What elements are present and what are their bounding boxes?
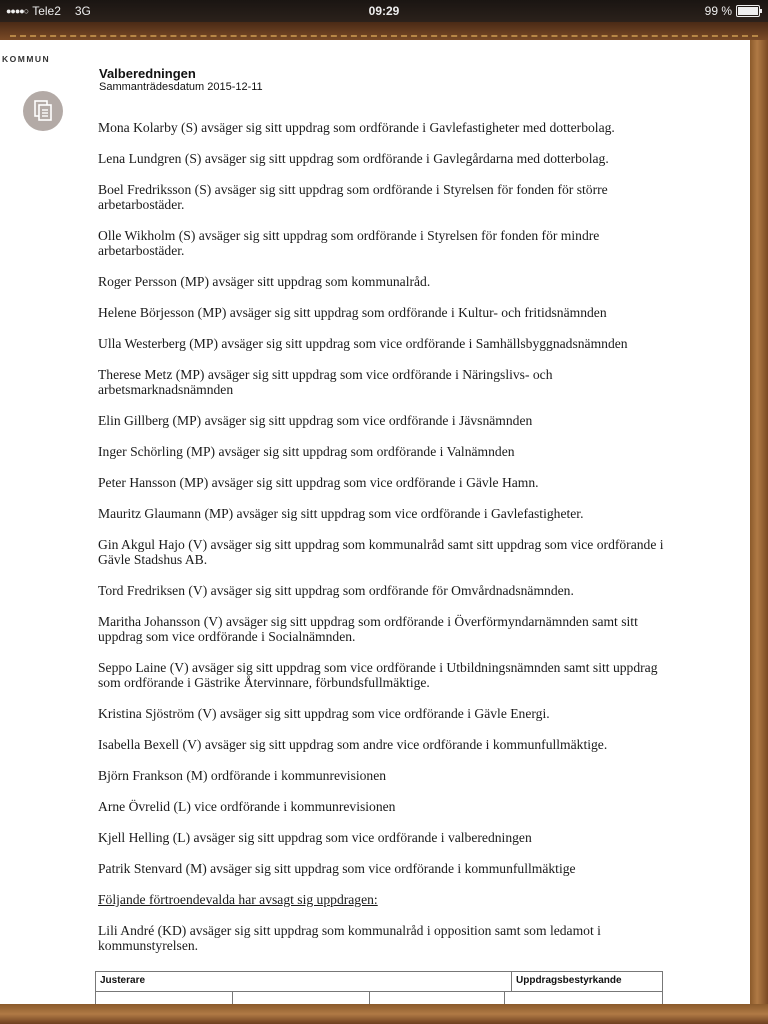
document-list-button[interactable]: [23, 91, 63, 131]
justerare-header: Justerare: [96, 972, 512, 991]
signal-strength-icon: ●●●●○: [6, 6, 29, 16]
resignation-paragraph: Gin Akgul Hajo (V) avsäger sig sitt uppdrag som kommunalråd samt sitt uppdrag som vice ordförande i Gävle Stadshus AB.: [98, 537, 664, 567]
uppdragsbestyrkande-header: Uppdragsbestyrkande: [516, 975, 622, 986]
resignation-paragraph: Helene Börjesson (MP) avsäger sig sitt uppdrag som ordförande i Kultur- och fritidsnämnden: [98, 305, 607, 320]
meeting-date: Sammanträdesdatum 2015-12-11: [99, 81, 263, 93]
resignation-paragraph: Mauritz Glaumann (MP) avsäger sig sitt uppdrag som vice ordförande i Gavlefastigheter.: [98, 506, 584, 521]
carrier-label: Tele2: [32, 4, 61, 18]
final-paragraph: Lili André (KD) avsäger sig sitt uppdrag som kommunalråd i opposition samt som ledamot i kommunstyrelsen.: [98, 923, 601, 953]
resignation-paragraph: Björn Frankson (M) ordförande i kommunrevisionen: [98, 768, 387, 783]
network-type: 3G: [74, 4, 91, 18]
resignation-paragraph: Elin Gillberg (MP) avsäger sig sitt uppdrag som vice ordförande i Jävsnämnden: [98, 413, 533, 428]
leather-bottom-border: [0, 1004, 768, 1024]
resignation-paragraph: Therese Metz (MP) avsäger sig sitt uppdrag som vice ordförande i Näringslivs- och arbetsmarknadsnämnden: [98, 367, 553, 397]
document-page[interactable]: [0, 40, 750, 1004]
subheading: Följande förtroendevalda har avsagt sig uppdragen:: [98, 892, 378, 907]
signature-cell: [370, 992, 505, 1004]
resignation-paragraph: Tord Fredriksen (V) avsäger sig sitt uppdrag som ordförande för Omvårdnadsnämnden.: [98, 583, 574, 598]
resignation-paragraph: Mona Kolarby (S) avsäger sig sitt uppdrag som ordförande i Gavlefastigheter med dotterbolag.: [98, 120, 615, 135]
resignation-paragraph: Seppo Laine (V) avsäger sig sitt uppdrag som vice ordförande i Utbildningsnämnden samt sitt uppdrag som ordförande i Gästrike Återvinnare, förbundsfullmäktige.: [98, 660, 658, 690]
resignation-paragraph: Inger Schörling (MP) avsäger sig sitt uppdrag som ordförande i Valnämnden: [98, 444, 515, 459]
status-bar: [0, 0, 768, 22]
signature-table: [95, 971, 663, 1004]
resignation-paragraph: Lena Lundgren (S) avsäger sig sitt uppdrag som ordförande i Gavlegårdarna med dotterbolag.: [98, 151, 609, 166]
resignation-paragraph: Ulla Westerberg (MP) avsäger sig sitt uppdrag som vice ordförande i Samhällsbyggnadsnämnden: [98, 336, 628, 351]
document-title: Valberedningen: [99, 66, 196, 81]
document-body: [98, 120, 678, 969]
battery-percent: 99 %: [704, 4, 732, 18]
signature-cell: [96, 992, 233, 1004]
leather-side-border: [750, 40, 768, 1024]
resignation-paragraph: Olle Wikholm (S) avsäger sig sitt uppdrag som ordförande i Styrelsen för fonden för mindre arbetarbostäder.: [98, 228, 600, 258]
resignation-paragraph: Arne Övrelid (L) vice ordförande i kommunrevisionen: [98, 799, 396, 814]
documents-icon: [33, 100, 53, 122]
gavle-kommun-logo: KOMMUN: [2, 54, 51, 64]
resignation-paragraph: Maritha Johansson (V) avsäger sig sitt uppdrag som ordförande i Överförmyndarnämnden samt sitt uppdrag som vice ordförande i Socialnämnden.: [98, 614, 638, 644]
signature-cell: [233, 992, 370, 1004]
resignation-paragraph: Roger Persson (MP) avsäger sitt uppdrag som kommunalråd.: [98, 274, 431, 289]
resignation-paragraph: Patrik Stenvard (M) avsäger sig sitt uppdrag som vice ordförande i kommunfullmäktige: [98, 861, 576, 876]
resignation-paragraph: Boel Fredriksson (S) avsäger sig sitt uppdrag som ordförande i Styrelsen för fonden för större arbetarbostäder.: [98, 182, 608, 212]
resignation-paragraph: Kjell Helling (L) avsäger sig sitt uppdrag som vice ordförande i valberedningen: [98, 830, 532, 845]
resignation-paragraph: Peter Hansson (MP) avsäger sig sitt uppdrag som vice ordförande i Gävle Hamn.: [98, 475, 539, 490]
signature-cell: [505, 992, 662, 1004]
clock: 09:29: [368, 4, 400, 18]
resignation-paragraph: Kristina Sjöström (V) avsäger sig sitt uppdrag som vice ordförande i Gävle Energi.: [98, 706, 550, 721]
battery-icon: [736, 5, 760, 17]
resignation-paragraph: Isabella Bexell (V) avsäger sig sitt uppdrag som andre vice ordförande i kommunfullmäktige.: [98, 737, 608, 752]
